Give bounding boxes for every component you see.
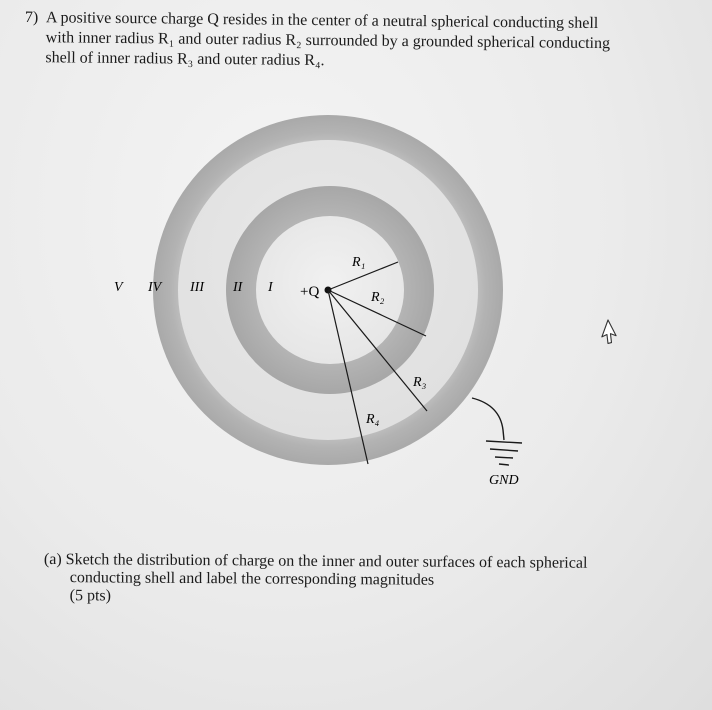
ground-bar-2 [490,449,518,451]
charge-label: +Q [300,284,320,300]
part-a [44,551,664,609]
part-a-line-1: (a) Sketch the distribution of charge on the inner and outer surfaces of each spherical [43,551,588,572]
part-a-line-2: conducting shell and label the corresponding magnitudes [69,569,435,589]
region-label-v: V [114,280,123,295]
region-label-iii: III [190,280,204,295]
ground-bar-4 [499,464,509,465]
radius-label-r1: R₁ [352,255,366,270]
ground-label: GND [489,473,519,488]
ground-wire [472,398,504,440]
radius-label-r4: R₄ [366,412,380,427]
radius-label-r2: R₂ [371,290,385,305]
ground-symbol [472,398,522,465]
region-label-iv: IV [148,280,162,295]
region-label-ii: II [233,280,243,295]
ground-bar-3 [495,457,513,458]
problem-number: 7) [24,8,39,27]
radius-label-r3: R₃ [413,375,427,390]
problem-line-3: shell of inner radius R₃ and outer radius R₄. [45,49,325,70]
problem-line-1: A positive source charge Q resides in the center of a neutral spherical conducting shell [45,9,599,33]
mouse-cursor-icon [600,320,620,345]
problem-line-2: with inner radius R₁ and outer radius R₂ surrounded by a grounded spherical conducting [45,29,611,53]
region-label-i: I [268,280,273,295]
ground-bar-1 [486,441,522,443]
part-a-points: (5 pts) [69,587,112,605]
